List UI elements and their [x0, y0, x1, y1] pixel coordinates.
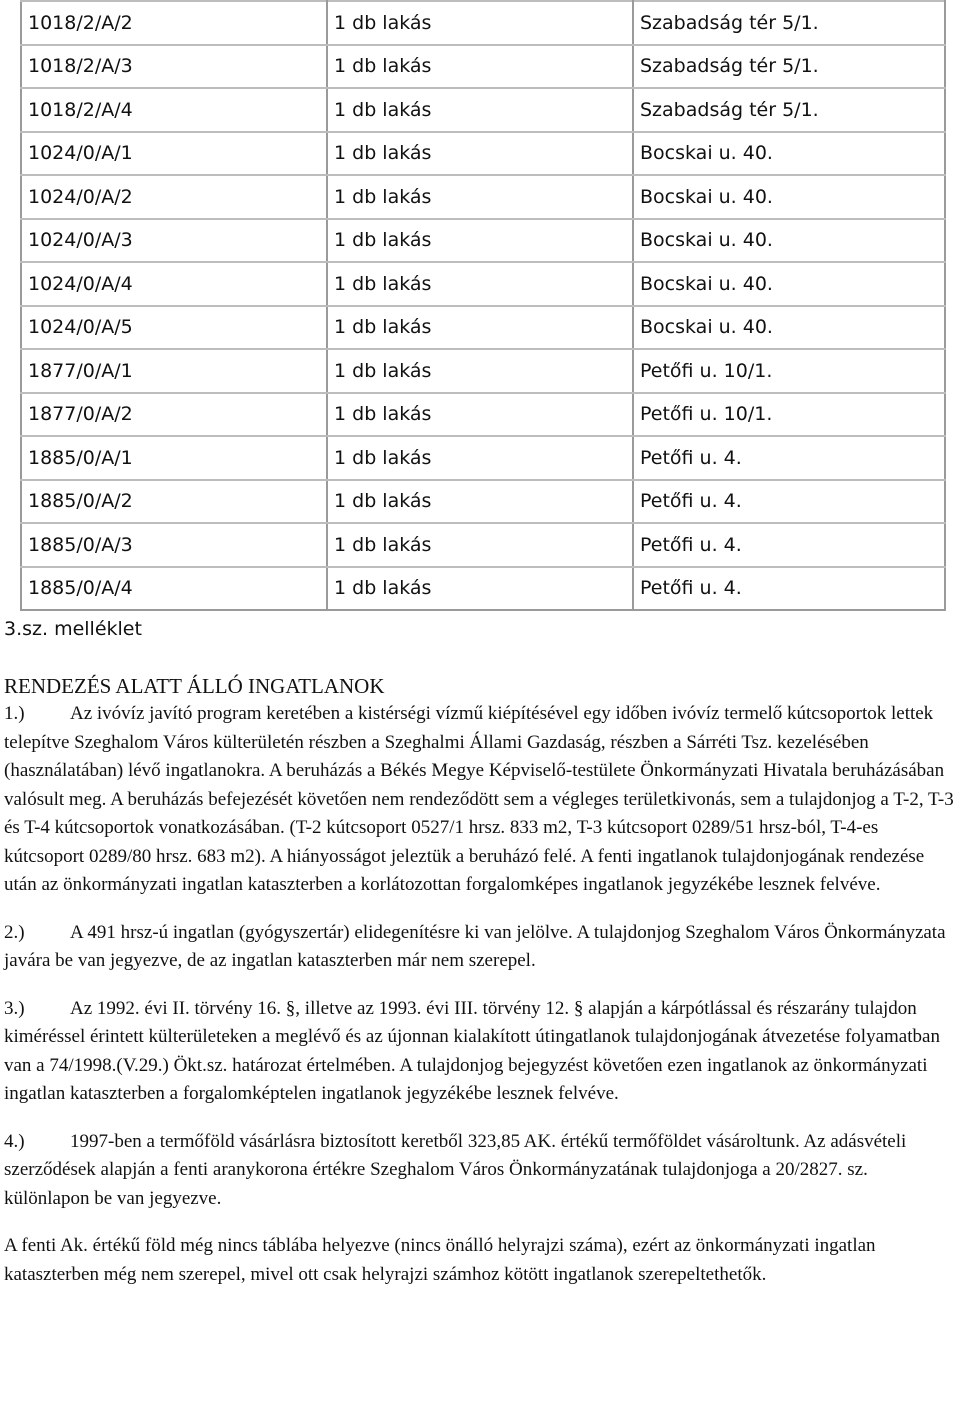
parcel-number-cell: 1024/0/A/1 — [21, 132, 327, 176]
paragraph-text: Az ivóvíz javító program keretében a kistérségi vízmű kiépítésével egy időben ivóvíz termelő kútcsoportok lettek telepítve Szeghalom Város külterületén részben a Szeghalmi Állami Gazdaság, részben a Sárréti Tsz. kezelésében (használatában) lévő ingatlanokra. A beruházás a Békés Megye Képviselő-testülete Önkormányzati Hivatala beruházásában valósult meg. A beruházás befejezését követően nem rendeződött sem a végleges területkivonás, sem a tulajdonjog a T-2, T-3 és T-4 kútcsoportok vonatkozásában. (T-2 kútcsoport 0527/1 hrsz. 833 m2, T-3 kútcsoport 0289/51 hrsz-ból, T-4-es kútcsoport 0289/80 hrsz. 683 m2). A hiányosságot jeleztük a beruházó felé. A fenti ingatlanok tulajdonjogának rendezése után az önkormányzati ingatlan kataszterben a korlátozottan forgalomképes ingatlanok jegyzékébe lesznek felvéve. — [4, 703, 954, 895]
table-row — [21, 88, 945, 132]
parcel-number-cell: 1018/2/A/4 — [21, 88, 327, 132]
paragraph-1 — [4, 700, 958, 900]
property-type-cell: 1 db lakás — [327, 393, 633, 437]
paragraph-number: 4.) — [4, 1130, 25, 1152]
paragraph-text: A 491 hrsz-ú ingatlan (gyógyszertár) elidegenítésre ki van jelölve. A tulajdonjog Szeghalom Város Önkormányzata javára be van jegyezve, de az ingatlan kataszterben már nem szerepel. — [4, 921, 946, 971]
table-row — [21, 262, 945, 306]
table-row — [21, 480, 945, 524]
paragraph-text: A fenti Ak. értékű föld még nincs táblába helyezve (nincs önálló helyrajzi száma), ezért az önkormányzati ingatlan kataszterben még nem szerepel, mivel ott csak helyrajzi számhoz kötött ingatlanok szerepeltethetők. — [4, 1235, 876, 1285]
paragraph-text: 1997-ben a termőföld vásárlásra biztosított keretből 323,85 AK. értékű termőföldet vásároltunk. Az adásvételi szerződések alapján a fenti aranykorona értékre Szeghalom Város Önkormányzatának tulajdonjoga a 20/2827. sz. különlapon be van jegyezve. — [4, 1130, 907, 1209]
parcel-number-cell: 1024/0/A/2 — [21, 175, 327, 219]
table-row — [21, 567, 945, 611]
address-cell: Bocskai u. 40. — [633, 175, 945, 219]
property-type-cell: 1 db lakás — [327, 175, 633, 219]
paragraph-5 — [4, 1232, 958, 1289]
parcel-number-cell: 1024/0/A/4 — [21, 262, 327, 306]
table-row — [21, 132, 945, 176]
property-type-cell: 1 db lakás — [327, 262, 633, 306]
property-type-cell: 1 db lakás — [327, 436, 633, 480]
property-type-cell: 1 db lakás — [327, 1, 633, 45]
property-type-cell: 1 db lakás — [327, 349, 633, 393]
property-table-container — [20, 0, 944, 611]
paragraph-3 — [4, 995, 958, 1109]
parcel-number-cell: 1885/0/A/4 — [21, 567, 327, 611]
paragraph-text: Az 1992. évi II. törvény 16. §, illetve az 1993. évi III. törvény 12. § alapján a kárpótlással és részarány tulajdon kiméréssel érintett külterületeken a meglévő és az újonnan kialakított útingatlanok tulajdonjogának átvezetése folyamatban van a 74/1998.(V.29.) Ökt.sz. határozat értelmében. A tulajdonjog bejegyzést követően ezen ingatlanok az önkormányzati ingatlan kataszterben a forgalomképtelen ingatlanok jegyzékébe lesznek felvéve. — [4, 997, 940, 1104]
address-cell: Bocskai u. 40. — [633, 262, 945, 306]
property-type-cell: 1 db lakás — [327, 306, 633, 350]
address-cell: Szabadság tér 5/1. — [633, 1, 945, 45]
address-cell: Szabadság tér 5/1. — [633, 88, 945, 132]
address-cell: Bocskai u. 40. — [633, 306, 945, 350]
property-type-cell: 1 db lakás — [327, 219, 633, 263]
parcel-number-cell: 1877/0/A/2 — [21, 393, 327, 437]
address-cell: Petőfi u. 10/1. — [633, 393, 945, 437]
table-row — [21, 523, 945, 567]
address-cell: Bocskai u. 40. — [633, 219, 945, 263]
property-table — [20, 0, 946, 611]
table-row — [21, 393, 945, 437]
address-cell: Petőfi u. 4. — [633, 436, 945, 480]
property-type-cell: 1 db lakás — [327, 132, 633, 176]
table-row — [21, 306, 945, 350]
table-row — [21, 1, 945, 45]
paragraph-number: 2.) — [4, 921, 25, 943]
document-body — [4, 672, 958, 1308]
parcel-number-cell: 1885/0/A/1 — [21, 436, 327, 480]
section-heading: RENDEZÉS ALATT ÁLLÓ INGATLANOK — [4, 674, 385, 698]
property-type-cell: 1 db lakás — [327, 88, 633, 132]
paragraph-number: 3.) — [4, 997, 25, 1019]
property-type-cell: 1 db lakás — [327, 45, 633, 89]
address-cell: Szabadság tér 5/1. — [633, 45, 945, 89]
parcel-number-cell: 1018/2/A/2 — [21, 1, 327, 45]
parcel-number-cell: 1024/0/A/5 — [21, 306, 327, 350]
parcel-number-cell: 1018/2/A/3 — [21, 45, 327, 89]
parcel-number-cell: 1024/0/A/3 — [21, 219, 327, 263]
address-cell: Petőfi u. 4. — [633, 523, 945, 567]
property-type-cell: 1 db lakás — [327, 480, 633, 524]
property-type-cell: 1 db lakás — [327, 567, 633, 611]
address-cell: Petőfi u. 10/1. — [633, 349, 945, 393]
address-cell: Petőfi u. 4. — [633, 567, 945, 611]
paragraph-2 — [4, 919, 958, 976]
paragraph-4 — [4, 1128, 958, 1214]
table-row — [21, 175, 945, 219]
table-row — [21, 436, 945, 480]
parcel-number-cell: 1885/0/A/3 — [21, 523, 327, 567]
parcel-number-cell: 1877/0/A/1 — [21, 349, 327, 393]
annex-label: 3.sz. melléklet — [4, 618, 142, 640]
paragraph-number: 1.) — [4, 703, 25, 724]
parcel-number-cell: 1885/0/A/2 — [21, 480, 327, 524]
address-cell: Petőfi u. 4. — [633, 480, 945, 524]
table-row — [21, 45, 945, 89]
table-row — [21, 219, 945, 263]
property-type-cell: 1 db lakás — [327, 523, 633, 567]
table-row — [21, 349, 945, 393]
address-cell: Bocskai u. 40. — [633, 132, 945, 176]
